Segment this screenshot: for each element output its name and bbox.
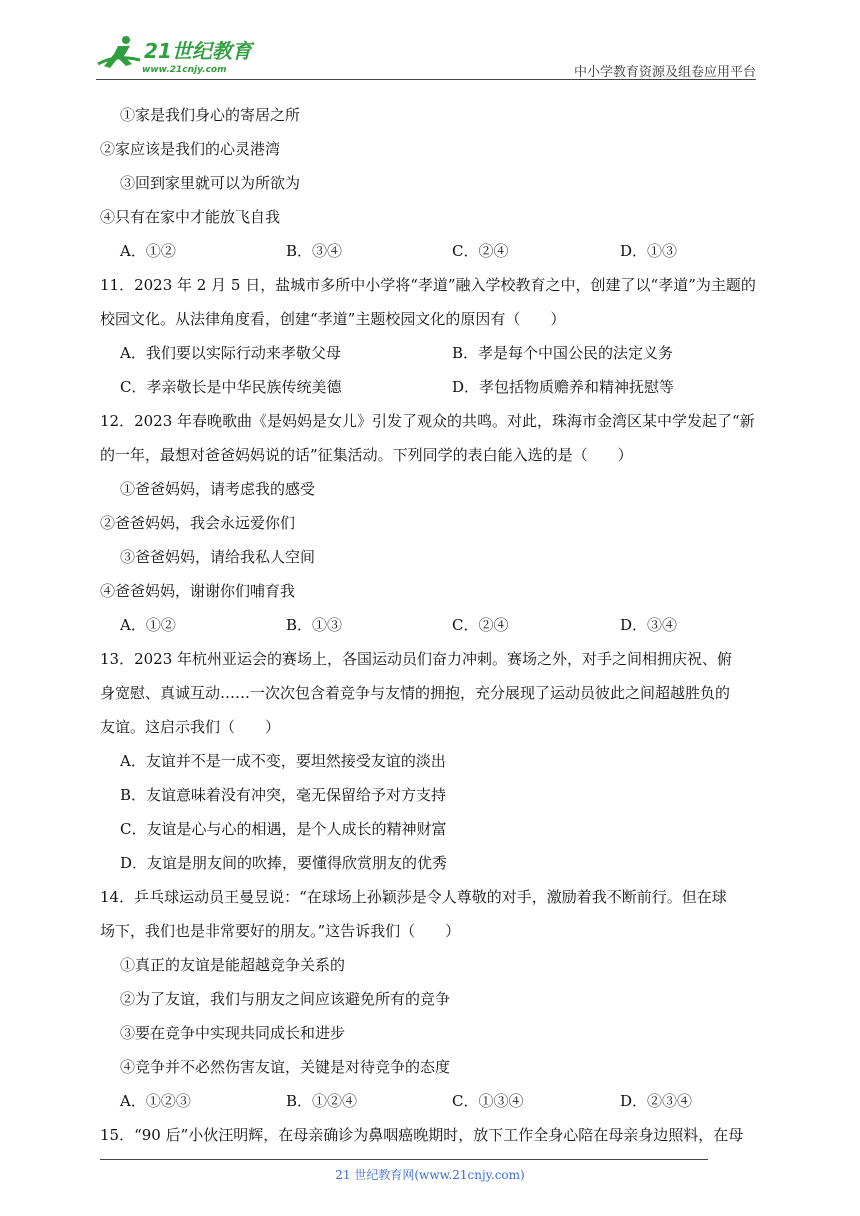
q13-stem-line2: 身宽慰、真诚互动……一次次包含着竞争与友情的拥抱，充分展现了运动员彼此之间超越胜负的 <box>100 684 731 702</box>
q14-option-c: C．①③④ <box>452 1092 524 1110</box>
q12-stem-line1: 12．2023 年春晚歌曲《是妈妈是女儿》引发了观众的共鸣。对此，珠海市金湾区某中学发起了“新 <box>100 412 755 430</box>
q11-stem-line2: 校园文化。从法律角度看，创建“孝道”主题校园文化的原因有（ ） <box>100 310 566 328</box>
q10-statement-2: ②家应该是我们的心灵港湾 <box>100 140 281 158</box>
q10-statement-4: ④只有在家中才能放飞自我 <box>100 208 281 226</box>
q13-stem-line3: 友谊。这启示我们（ ） <box>100 718 281 736</box>
q15-stem-line1: 15．“90 后”小伙汪明辉，在母亲确诊为鼻咽癌晚期时，放下工作全身心陪在母亲身边照料，在母 <box>100 1126 744 1144</box>
q12-option-a: A．①② <box>120 616 176 634</box>
q12-stem-line2: 的一年，最想对爸爸妈妈说的话”征集活动。下列同学的表白能入选的是（ ） <box>100 446 633 464</box>
q14-statement-3: ③要在竞争中实现共同成长和进步 <box>120 1024 346 1042</box>
q14-statement-2: ②为了友谊，我们与朋友之间应该避免所有的竞争 <box>120 990 451 1008</box>
page-header <box>0 0 860 82</box>
q12-statement-4: ④爸爸妈妈，谢谢你们哺育我 <box>100 582 296 600</box>
q10-option-d: D．①③ <box>620 242 678 260</box>
q10-option-b: B．③④ <box>286 242 343 260</box>
q14-stem-line2: 场下，我们也是非常要好的朋友。”这告诉我们（ ） <box>100 922 461 940</box>
q11-option-c: C．孝亲敬长是中华民族传统美德 <box>120 378 342 396</box>
q10-statement-3: ③回到家里就可以为所欲为 <box>120 174 301 192</box>
q10-option-c: C．②④ <box>452 242 509 260</box>
q12-option-b: B．①③ <box>286 616 343 634</box>
q12-statement-1: ①爸爸妈妈，请考虑我的感受 <box>120 480 316 498</box>
logo-text: 21世纪教育 <box>144 39 252 63</box>
header-divider <box>96 79 756 80</box>
q14-stem-line1: 14．乒乓球运动员王曼昱说：“在球场上孙颖莎是令人尊敬的对手，激励着我不断前行。但在球 <box>100 888 727 906</box>
q12-option-c: C．②④ <box>452 616 509 634</box>
q11-option-d: D．孝包括物质赡养和精神抚慰等 <box>452 378 675 396</box>
q14-statement-4: ④竞争并不必然伤害友谊，关键是对待竞争的态度 <box>120 1058 451 1076</box>
q12-option-d: D．③④ <box>620 616 678 634</box>
q13-option-d: D．友谊是朋友间的吹捧，要懂得欣赏朋友的优秀 <box>120 854 448 872</box>
q14-option-b: B．①②④ <box>286 1092 358 1110</box>
q13-option-b: B．友谊意味着没有冲突，毫无保留给予对方支持 <box>120 786 447 804</box>
q14-option-d: D．②③④ <box>620 1092 693 1110</box>
q13-option-a: A．友谊并不是一成不变，要坦然接受友谊的淡出 <box>120 752 446 770</box>
q11-option-b: B．孝是每个中国公民的法定义务 <box>452 344 674 362</box>
platform-name: 中小学教育资源及组卷应用平台 <box>573 65 756 80</box>
q10-option-a: A．①② <box>120 242 176 260</box>
q12-statement-3: ③爸爸妈妈，请给我私人空间 <box>120 548 316 566</box>
q14-statement-1: ①真正的友谊是能超越竞争关系的 <box>120 956 346 974</box>
q10-statement-1: ①家是我们身心的寄居之所 <box>120 106 301 124</box>
q11-stem-line1: 11．2023 年 2 月 5 日，盐城市多所中小学将“孝道”融入学校教育之中，创建了以“孝道”为主题的 <box>100 276 756 294</box>
footer-link[interactable]: 21 世纪教育网(www.21cnjy.com) <box>335 1168 525 1182</box>
q12-statement-2: ②爸爸妈妈，我会永远爱你们 <box>100 514 296 532</box>
footer-divider <box>100 1159 708 1160</box>
q11-option-a: A．我们要以实际行动来孝敬父母 <box>120 344 341 362</box>
logo-url: www.21cnjy.com <box>142 65 227 75</box>
q13-option-c: C．友谊是心与心的相遇，是个人成长的精神财富 <box>120 820 447 838</box>
q14-option-a: A．①②③ <box>120 1092 191 1110</box>
q13-stem-line1: 13．2023 年杭州亚运会的赛场上，各国运动员们奋力冲刺。赛场之外，对手之间相拥庆祝、俯 <box>100 650 733 668</box>
site-logo <box>96 34 266 78</box>
